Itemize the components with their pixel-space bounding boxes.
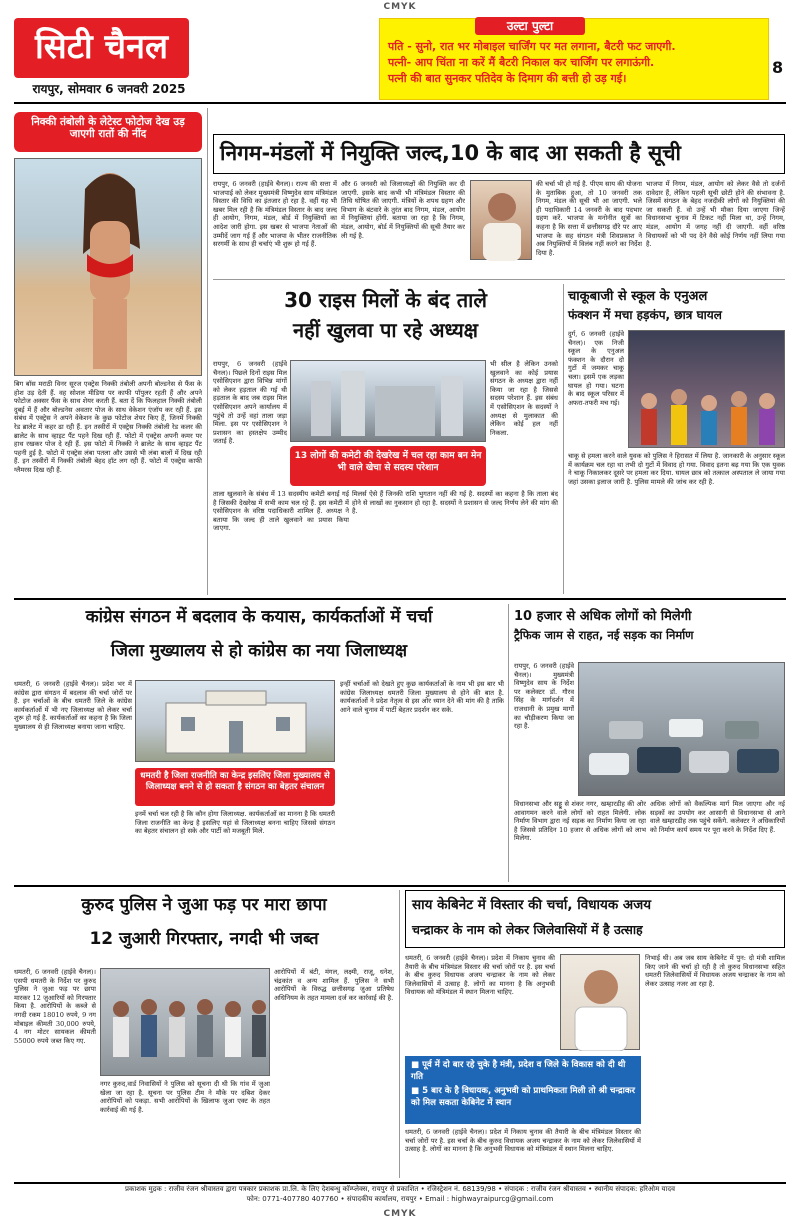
divider: [213, 279, 785, 280]
divider: [14, 598, 786, 600]
ulta-pulta-box: [379, 18, 769, 100]
nikki-headline: निक्की तंबोली के लेटेस्ट फोटोज देख उड़ जाएगी रातों की नींद: [14, 112, 202, 152]
cabinet-point: ■ पूर्व में दो बार रहे चुके है मंत्री, प्रदेश व जिले के विकास को दी थी गति: [411, 1060, 626, 1082]
ulta-pulta-text: [388, 39, 762, 87]
congress-col-2: इनमें चर्चा चल रही है कि कौन होगा जिलाध्यक्ष. कार्यकर्ताओं का मानना है कि धमतरी जिला राजनीति का केन्द्र है इसलिए यहां से जिलाध्यक्ष बनना चाहिए जिससे संगठन का बेहतर संचालन हो सके और पार्टी को मजबूती मिले.: [135, 810, 335, 836]
traffic-body: विधानसभा और सड्डू से शंकर नगर, खम्हारडीह की ओर आवागमन करने वाले लोगों को राहत मिलेगी. लोक निर्माण विभाग द्वारा नई सड़क का निर्माण किया जा रहा है जिससे प्रतिदिन 10 हजार से अधिक लोगों को लाभ मिलेगा.: [514, 800, 646, 843]
traffic-headline-box: [514, 606, 785, 656]
divider: [563, 284, 564, 594]
cabinet-point-text: 5 बार के है विधायक, अनुभवी को प्राथमिकता मिली तो श्री चन्द्राकर को मिल सकता केबिनेट में स्थान: [411, 1086, 635, 1108]
nigam-headline-box: [213, 134, 785, 174]
cm-portrait: [470, 180, 532, 260]
cabinet-col-2: निभाई थी। अब जब साय केबिनेट में पुन: दो मंत्री शामिल किए जाने की चर्चा हो रही है तो कुरुद विधानसभा सहित धमतरी जिलेवासियों में विधायक अजय चन्द्राकर के नाम को लेकर उत्साह नजर आ रहा है.: [645, 954, 785, 988]
traffic-jam-photo-icon: [579, 663, 786, 797]
newspaper-title: सिटी चैनल: [34, 27, 169, 67]
masthead: [14, 18, 784, 96]
factory-photo-icon: [291, 361, 487, 443]
divider: [14, 102, 786, 104]
person-photo-icon: [561, 955, 641, 1051]
dateline: रायपुर, सोमवार 6 जनवरी 2025: [32, 82, 186, 96]
divider: [399, 890, 400, 1178]
mla-portrait: [560, 954, 640, 1050]
chaku-lead: दुर्ग, 6 जनवरी (हाईवे चैनल)। एक निजी स्कूल के एनुअल फंक्शन के दौरान दो गुटों में जमकर चाकू चला। इसमें एक लड़का घायल हो गया। घटना के बाद स्कूल परिसर में अफरा-तफरी मच गई।: [568, 330, 624, 407]
imprint-line-1: प्रकाशक मुद्रक : राजीव रंजन श्रीवास्तव द्वारा पत्रकार प्रकाशक प्रा.लि. के लिए देशबन्धु कॉम्प्लेक्स, रायपुर से प्रकाशित • रजिस्ट्रेशन नं. 68139/98 • संपादक : राजीव रंजन श्रीवास्तव • स्थानीय संपादक: हरिओम यादव: [125, 1185, 675, 1193]
rice-headline-box: [213, 286, 558, 356]
imprint-footer: [14, 1182, 786, 1208]
congress-headline-line-2: जिला मुख्यालय से हो कांग्रेस का नया जिलाध्यक्ष: [110, 641, 408, 661]
nigam-col-2: और 6 जनवरी को जिलाध्यक्षों की नियुक्ति कर दी जाएगी. इसके बाद कभी भी मंत्रिमंडल विस्तार की तिथि घोषित की जाएगी. मंत्रियों के शपथ ग्रहण और विभाग के बंटवारे के तुरंत बाद निगम, मंडल, आयोग में नियुक्तियां होंगी. बताया जा रहा है कि निगम, मंडल, आयोग, बोर्ड में नियुक्तियों की सूची तैयार कर ली गई है.: [341, 180, 465, 240]
rice-col-2: ताला खुलवाने के संबंध में 13 सदस्यीय कमेटी बनाई गई है जिसकी देखरेख में सभी काम चल रहे हैं. इस कमेटी में एसोसिएशन के वरिष्ठ पदाधिकारी शामिल हैं. अध्यक्ष ने बताया कि जल्द ही ताले खुलवाने का प्रयास किया जाएगा.: [213, 490, 349, 533]
chaku-headline-line-1: चाकूबाजी से स्कूल के एनुअल: [568, 289, 708, 304]
congress-col-3: इन्हीं चर्चाओं को देखते हुए कुछ कार्यकर्ताओं के नाम भी इस बार भी कांग्रेस जिलाध्यक्ष धमतरी जिला मुख्यालय से होने की बात है. कार्यकर्ताओं ने प्रदेश नेतृत्व से इस ओर ध्यान देने की मांग की है ताकि आने वाले चुनाव में पार्टी बेहतर प्रदर्शन कर सके.: [340, 680, 504, 714]
joke-line: पत्नी- आप चिंता ना करें मैं बैटरी निकाल कर चार्जिंग पर लगाऊंगी.: [388, 56, 655, 69]
cabinet-point-text: पूर्व में दो बार रहे चुके है मंत्री, प्रदेश व जिले के विकास को दी थी गति: [411, 1060, 626, 1082]
nigam-col-4: भाजपा में निगम, मंडल, आयोग को लेकर वैसे तो दर्जनों दावेदार हैं, लेकिन पहली सूची छोटी होने की संभावना है. जिसमें संगठन के बेहद नजदीकी लोगों को नियुक्तियां की जा सकती हैं. वो उन्हें भी मौका दिया जाएगा जिन्हें विधानसभा चुनाव में टिकट नहीं मिला था, उन्हें निगम, मंडल, आयोग में जगह नहीं दी जाएगी. वहीं वरिष्ठ विधायकों को भी पद देने वैसे कोई निर्णय नहीं लिया गया है.: [646, 180, 785, 249]
joke-line: पति - सुनो, रात भर मोबाइल चार्जिंग पर मत लगाना, बैटरी फट जाएगी.: [388, 40, 676, 53]
rice-headline-line-2: नहीं खुलवा पा रहे अध्यक्ष: [292, 318, 479, 342]
congress-caption: धमतरी है जिला राजनीति का केन्द्र इसलिए जिला मुख्यालय से जिलाध्यक्ष बनने से हो सकता है संगठन का बेहतर संचालन: [135, 768, 335, 806]
rice-highlight: 13 लोगों की कमेटी की देखरेख में चल रहा काम बन मेन भी वाले खेचा से सदस्य परेशान: [290, 446, 486, 486]
rice-mill-photo: [290, 360, 486, 442]
ulta-pulta-heading: उल्टा पुल्टा: [475, 17, 585, 35]
building-photo-icon: [136, 681, 336, 763]
traffic-headline-line-1: 10 हजार से अधिक लोगों को मिलेगी: [514, 609, 692, 624]
chaku-headline-line-2: फंक्शन में मचा हड़कंप, छात्र घायल: [568, 308, 722, 322]
crowd-photo: [628, 330, 785, 448]
rice-col-1: रायपुर, 6 जनवरी (हाईवे चैनल)। पिछले दिनों राइस मिल एसोसिएशन द्वारा विभिन्न मांगों को लेकर हड़ताल की गई थी हड़ताल के बाद जब राइस मिल एसोसिएशन अपने कार्यालय में पहुंचे तो उन्हें वहां ताला जड़ा मिला. इस पर एसोसिएशन ने प्रशासन का हस्तक्षेप उम्मीद जताई है.: [213, 360, 287, 446]
divider: [207, 108, 208, 595]
kurud-col-2: नगर कुरुद,वार्ड निवासियों ने पुलिस को सूचना दी थी कि गांव में जुआ खेला जा रहा है. सूचना पर पुलिस टीम ने मौके पर दबिश देकर आरोपियों को पकड़ा. सभी आरोपियों के खिलाफ जुआ एक्ट के तहत कार्रवाई की गई है.: [100, 1080, 270, 1114]
congress-headline-box: [14, 604, 504, 674]
traffic-photo: [578, 662, 785, 796]
person-photo-icon: [471, 181, 533, 261]
logo-block: [14, 18, 189, 78]
imprint-line-2: फोन: 0771-407780 407760 • संपादकीय कार्यालय, रायपुर • Email : highwayraipurcg@gmail.com: [246, 1195, 554, 1203]
nikki-headline-box: [14, 112, 202, 140]
cabinet-headline-line-1: साय केबिनेट में विस्तार की चर्चा, विधायक अजय: [412, 897, 652, 913]
congress-col-1: धमतरी, 6 जनवरी (हाईवे चैनल)। प्रदेश भर में कांग्रेस द्वारा संगठन में बदलाव की चर्चा जोरों पर है. इन चर्चाओं के बीच धमतरी जिले के कांग्रेस कार्यकर्ताओं में भी नए जिलाध्यक्ष को लेकर चर्चा शुरू हो गई है. कार्यकर्ताओं का कहना है कि जिला मुख्यालय से ही जिलाध्यक्ष बनाया जाना चाहिए.: [14, 680, 132, 731]
divider: [14, 885, 786, 887]
divider: [508, 604, 509, 882]
chaku-body: चाकू से हमला करने वाले युवक को पुलिस ने हिरासत में लिया है. जानकारी के अनुसार स्कूल में कार्यक्रम चल रहा था तभी दो गुटों में विवाद हो गया. विवाद इतना बढ़ गया कि एक युवक ने चाकू निकालकर दूसरे पर हमला कर दिया. घायल छात्र को तत्काल अस्पताल ले जाया गया जहां उसका इलाज जारी है. पुलिस मामले की जांच कर रही है.: [568, 452, 785, 486]
kurud-col-3: आरोपियों में बंटी, मंगल, लक्ष्मी, राजू, धनेश, चंद्रकांत व अन्य शामिल हैं. पुलिस ने सभी आरोपियों के विरुद्ध छत्तीसगढ़ जुआ प्रतिषेध अधिनियम के तहत मामला दर्ज कर कार्रवाई की है.: [274, 968, 394, 1002]
cabinet-col-1: धमतरी, 6 जनवरी (हाईवे चैनल)। प्रदेश में निकाय चुनाव की तैयारी के बीच मंत्रिमंडल विस्तार की चर्चा जोरों पर है. इस चर्चा के बीच कुरुद विधायक अजय चन्द्राकर के नाम को लेकर जिलेवासियों में उत्साह है. लोगों का मानना है कि अनुभवी विधायक को मंत्रिमंडल में स्थान मिलना चाहिए.: [405, 954, 555, 997]
rice-col-4: मिलर्स ऐसे हैं जिनकी राशि भुगतान नहीं की गई है. सदस्यों का कहना है कि ताला बंद होने से लाखों का नुकसान हो रहा है. सदस्यों ने प्रशासन से जल्द निर्णय लेने की मांग की है.: [352, 490, 558, 516]
rice-col-3: भी सील है लेकिन उनको खुलवाने का कोई प्रयास संगठन के अध्यक्ष द्वारा नहीं किया जा रहा है जिससे सदस्य परेशान हैं. इस संबंध में एसोसिएशन के सदस्यों ने अध्यक्ष से मुलाकात की लेकिन कोई हल नहीं निकला.: [490, 360, 558, 437]
nigam-headline: निगम-मंडलों में नियुक्ति जल्द,10 के बाद आ सकती है सूची: [220, 141, 681, 165]
cabinet-points-box: [405, 1056, 641, 1124]
cabinet-headline-box: [405, 890, 785, 948]
congress-office-photo: [135, 680, 335, 762]
cabinet-point: ■ 5 बार के है विधायक, अनुभवी को प्राथमिकता मिली तो श्री चन्द्राकर को मिल सकता केबिनेट में स्थान: [411, 1086, 635, 1108]
kurud-photo: [100, 968, 270, 1076]
nigam-col-1: रायपुर, 6 जनवरी (हाईवे चैनल)। राज्य की सत्ता में भाजपाई को लेकर मुख्यमंत्री विष्णुदेव साय मंत्रिमंडल विस्तार की विधि का इंतजार हो रहा है. वहीं यह भी खबर मिल रही है कि मंत्रिमंडल विस्तार के बाद जल्द ही आयोग, निगम, मंडल, बोर्ड में नियुक्तियों का आदेश जारी होगा. इस खबर से भाजपा नेताओं की उम्मीदें जाग गई हैं और भाजपा के भीतर राजनीतिक सरगर्मी के साथ ही चर्चाएं भी शुरू हो गई हैं.: [213, 180, 337, 249]
kurud-headline-line-1: कुरुद पुलिस ने जुआ फड़ पर मारा छापा: [81, 895, 327, 915]
color-mark-top: CMYK: [383, 2, 417, 12]
nikki-body: बिग बॉस मराठी विनर सूरज एक्ट्रेस निक्की तंबोली अपनी बोल्डनेस से फैंस के होश उड़ देती हैं. वह सोशल मीडिया पर काफी पॉपुलर रहती हैं और अपने फोटोज अक्सर फैंस के साथ शेयर करती हैं. बता दें कि फिलहाल निक्की तंबोली दुबई में हैं और बोल्डनेस अवतार पोज के साथ वेकेशन एंजॉय कर रही हैं. इस संबंध में एक्ट्रेस ने अपने वेकेशन के कुछ फोटोज शेयर किए हैं, जिनमें निक्की रेड ब्रालेट में कहर ढा रही हैं. इन तस्वीरों में एक्ट्रेस निक्की तंबोली रेड कलर की ब्रालेट के साथ व्हाइट पैंट पहने दिख रही हैं. फोटो में एक्ट्रेस अपनी कमर पर हाथ रखकर पोज दे रही हैं. इस फोटो में निक्की ने ब्रालेट के साथ व्हाइट पैंट पहनी हुई है. फोटो में एक्ट्रेस लंबा पतला और उससे भी लंबा बालों में दिख रही हैं. इन तस्वीरों में निक्की तंबोली बेहद हॉट लग रही हैं. फोटो में एक्ट्रेस काफी ग्लैमरस दिख रही हैं.: [14, 380, 202, 474]
color-mark-bottom: CMYK: [383, 1209, 417, 1219]
woman-photo-icon: [15, 159, 203, 377]
nigam-col-3: की चर्चा भी हो गई है. पीएम साय की योजना के मुताबिक हुआ, तो 10 जनवरी तक निगम, मंडल की सूची भी आ जाएगी. भले ही पदाधिकारी 14 जनवरी के बाद पदभार ग्रहण करें. भाजपा के मनोनीत सूत्रों का कहना है कि सत्ता में छत्तीसगढ़ दौरे पर आए भाजपा के सह संगठन मंत्री शिवप्रकाश ने अब नियुक्तियों में विलंब नहीं करने का निर्देश दिया है.: [536, 180, 642, 257]
joke-line: पत्नी की बात सुनकर पतिदेव के दिमाग की बत्ती हो उड़ गई।: [388, 72, 627, 85]
rice-headline-line-1: 30 राइस मिलों के बंद ताले: [284, 288, 487, 312]
cabinet-col-1-cont: धमतरी, 6 जनवरी (हाईवे चैनल)। प्रदेश में निकाय चुनाव की तैयारी के बीच मंत्रिमंडल विस्तार की चर्चा जोरों पर है. इस चर्चा के बीच कुरुद विधायक अजय चन्द्राकर के नाम को लेकर जिलेवासियों में उत्साह है. लोगों का मानना है कि अनुभवी विधायक को मंत्रिमंडल में स्थान मिलना चाहिए.: [405, 1128, 641, 1154]
page-number: 8: [772, 58, 784, 77]
kurud-headline-line-2: 12 जुआरी गिरफ्तार, नगदी भी जब्त: [89, 929, 319, 949]
crowd-photo-icon: [629, 331, 786, 449]
congress-headline-line-1: कांग्रेस संगठन में बदलाव के कयास, कार्यकर्ताओं में चर्चा: [85, 607, 433, 627]
traffic-headline-line-2: ट्रैफिक जाम से राहत, नई सड़क का निर्माण: [514, 628, 694, 642]
cabinet-headline-line-2: चन्द्राकर के नाम को लेकर जिलेवासियों में है उत्साह: [412, 922, 643, 937]
kurud-headline-box: [14, 892, 394, 962]
nikki-photo: [14, 158, 202, 376]
group-photo-icon: [101, 969, 271, 1077]
kurud-col-1: धमतरी, 6 जनवरी (हाईवे चैनल)। एसपी धमतरी के निर्देश पर कुरुद पुलिस ने जुआ फड़ पर छापा मारकर 12 जुआरियों को गिरफ्तार किया है. आरोपियों के कब्जे से नगदी रकम 18010 रुपये, 9 नग मोबाइल कीमती 30,000 रुपये, 4 नग मोटर सायकल कीमती 55000 रुपये जब्त किए गए.: [14, 968, 96, 1045]
traffic-body-2: अधिक लोगों को वैकल्पिक मार्ग मिल जाएगा और नई सड़कों का उपयोग कर आसानी से विधानसभा से आने वाले खम्हारडीह तक पहुंचे सकेंगे. कलेक्टर ने अधिकारियों को निर्माण कार्य समय पर पूरा करने के निर्देश दिए हैं.: [650, 800, 785, 834]
traffic-lead: रायपुर, 6 जनवरी (हाईवे चैनल)। मुख्यमंत्री विष्णुदेव साय के निर्देश पर कलेक्टर डॉ. गौरव सिंह के मार्गदर्शन में राजधानी के प्रमुख मार्गों का चौड़ीकरण किया जा रहा है.: [514, 662, 574, 731]
